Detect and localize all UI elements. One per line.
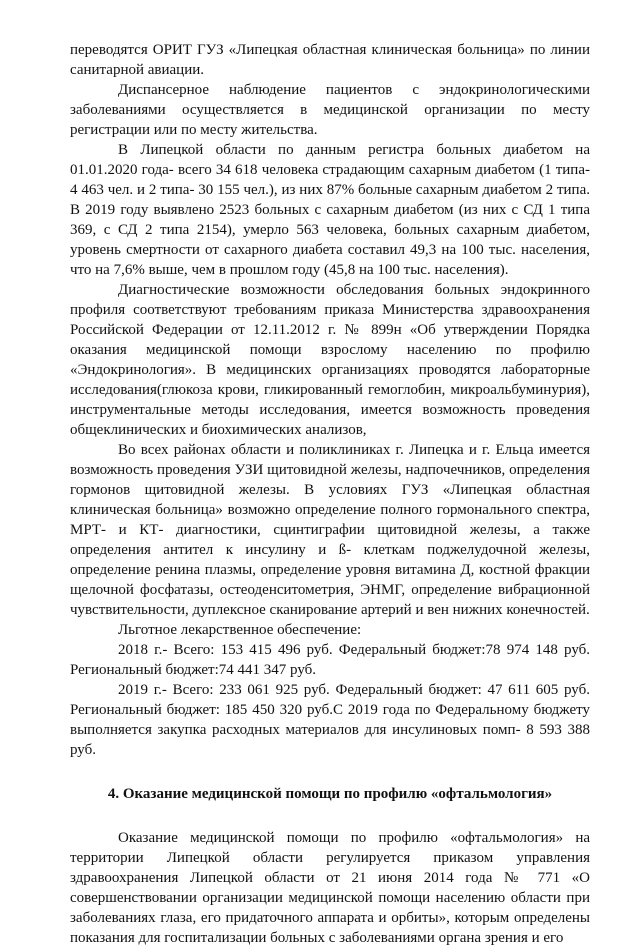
document-page — [70, 40, 590, 948]
section-heading: 4. Оказание медицинской помощи по профилю «офтальмология» — [107, 786, 553, 802]
paragraph-drug-provision: Льготное лекарственное обеспечение: — [118, 622, 362, 638]
paragraph-diagnostics: Диагностические возможности обследования больных эндокринного профиля соответствуют требованиям приказа Министерства здравоохранения Российской Федерации от 12.11.2012 г. № 899н «Об утверждении Порядка оказания медицинской помощи взрослому населению по профилю «Эндокринология». В медицинских организациях проводятся лабораторные исследования(глюкоза крови, гликированный гемоглобин, микроальбуминурия), инструментальные методы исследования, имеется возможность проведения общеклинических и биохимических анализов, — [70, 282, 590, 438]
paragraph-budget-2019: 2019 г.- Всего: 233 061 925 руб. Федеральный бюджет: 47 611 605 руб. Региональный бюджет: 185 450 320 руб.С 2019 года по Федеральному бюджету выполняется закупка расходных материалов для инсулиновых помп- 8 593 388 руб. — [70, 682, 590, 758]
paragraph-ophthalmology: Оказание медицинской помощи по профилю «офтальмология» на территории Липецкой области регулируется приказом управления здравоохранения Липецкой области от 21 июня 2014 года № 771 «О совершенствовании организации медицинской помощи населению области при заболеваниях глаза, его придаточного аппарата и орбиты», которым определены показания для госпитализации больных с заболеваниями органа зрения и его — [70, 830, 590, 946]
paragraph-diabetes-registry: В Липецкой области по данным регистра больных диабетом на 01.01.2020 года- всего 34 618 человека страдающим сахарным диабетом (1 типа- 4 463 чел. и 2 типа- 30 155 чел.), из них 87% больные сахарным диабетом 2 типа. В 2019 году выявлено 2523 больных с сахарным диабетом (из них с СД 1 типа 369, с СД 2 типа 2154), умерло 563 человека, больных сахарным диабетом, уровень смертности от сахарного диабета составил 49,3 на 100 тыс. населения, что на 7,6% выше, чем в прошлом году (45,8 на 100 тыс. населения). — [70, 142, 590, 278]
paragraph-budget-2018: 2018 г.- Всего: 153 415 496 руб. Федеральный бюджет:78 974 148 руб. Региональный бюджет:74 441 347 руб. — [70, 642, 590, 678]
paragraph-continuation: переводятся ОРИТ ГУЗ «Липецкая областная клиническая больница» по линии санитарной авиации. — [70, 42, 590, 78]
paragraph-dispensary: Диспансерное наблюдение пациентов с эндокринологическими заболеваниями осуществляется в медицинской организации по месту регистрации или по месту жительства. — [70, 82, 590, 138]
paragraph-regional-capabilities: Во всех районах области и поликлиниках г. Липецка и г. Ельца имеется возможность проведения УЗИ щитовидной железы, надпочечников, определения гормонов щитовидной железы. В условиях ГУЗ «Липецкая областная клиническая больница» возможно определение полного гормонального спектра, МРТ- и КТ- диагностики, сцинтиграфии щитовидной железы, а также определения антител к инсулину и ß- клеткам поджелудочной железы, определение ренина плазмы, определение уровня витамина Д, костной фракции щелочной фосфатазы, остеоденситометрия, ЭНМГ, определение вибрационной чувствительности, дуплексное сканирование артерий и вен нижних конечностей. — [70, 442, 590, 618]
